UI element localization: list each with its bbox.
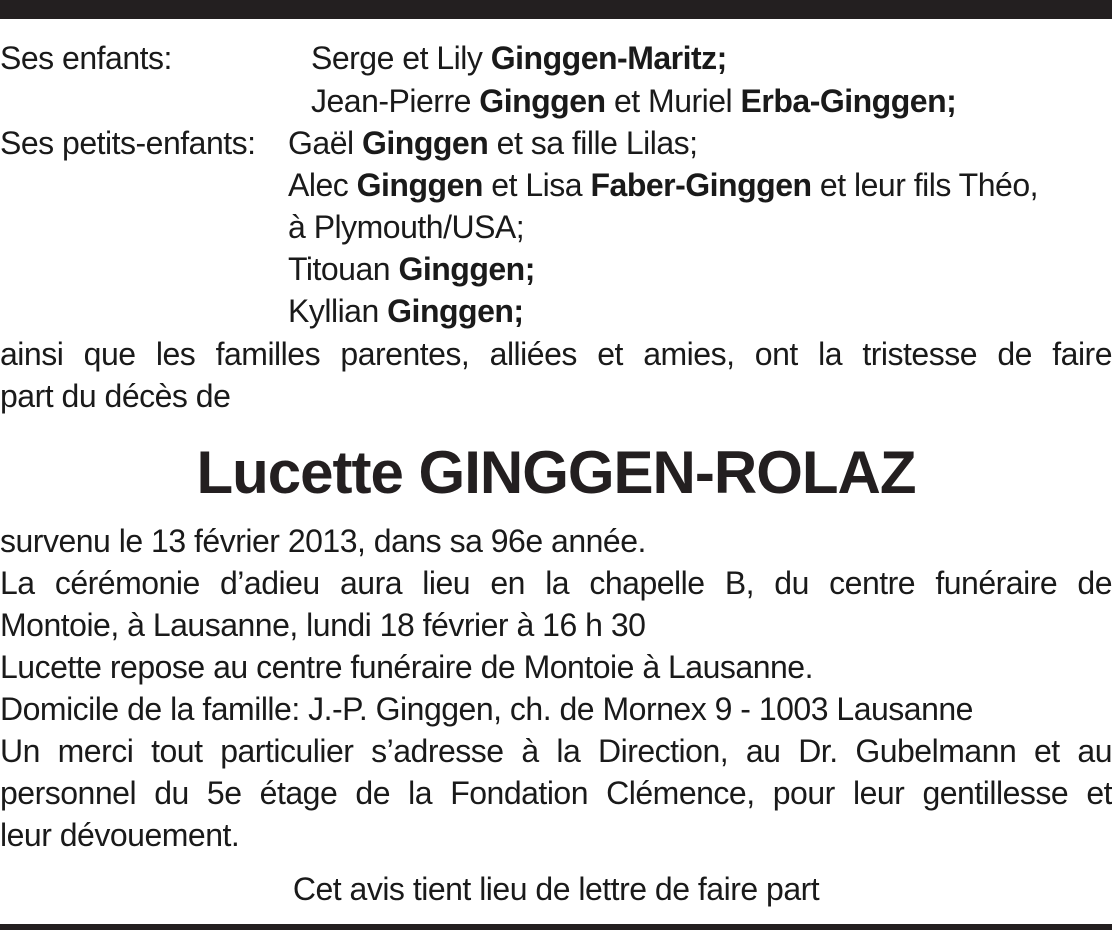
detail-line-7: personnel du 5e étage de la Fondation Clémence, pour leur gentillesse et (0, 775, 1112, 811)
grandchildren-label: Ses petits-enfants: (0, 125, 256, 161)
child-surname: Ginggen-Maritz; (490, 40, 727, 76)
grandchild-surname: Ginggen (356, 167, 483, 203)
child-surname: Ginggen (479, 83, 606, 119)
grandchild-surname: Ginggen (361, 125, 489, 161)
grandchild-line-2: Alec Ginggen et Lisa Faber-Ginggen et leur fils Théo, (288, 167, 1038, 203)
grandchild-line-1: Gaël Ginggen et sa fille Lilas; (288, 125, 698, 161)
child-surname: Erba-Ginggen; (740, 83, 957, 119)
closing-line-1: ainsi que les familles parentes, alliées et amies, ont la tristesse de faire (0, 336, 1112, 372)
deceased-name: Lucette GINGGEN-ROLAZ (196, 439, 916, 506)
detail-line-5: Domicile de la famille: J.-P. Ginggen, ch. de Mornex 9 - 1003 Lausanne (0, 691, 973, 727)
grandchild-line-5: Kyllian Ginggen; (288, 293, 524, 329)
detail-line-8: leur dévouement. (0, 817, 240, 853)
top-rule (0, 0, 1112, 19)
bottom-rule (0, 924, 1112, 930)
detail-line-6: Un merci tout particulier s’adresse à la Direction, au Dr. Gubelmann et au (0, 733, 1112, 769)
detail-line-3: Montoie, à Lausanne, lundi 18 février à 16 h 30 (0, 607, 646, 643)
detail-line-2: La cérémonie d’adieu aura lieu en la chapelle B, du centre funéraire de (0, 565, 1112, 601)
detail-line-4: Lucette repose au centre funéraire de Montoie à Lausanne. (0, 649, 813, 685)
detail-line-1: survenu le 13 février 2013, dans sa 96e année. (0, 523, 646, 559)
children-label: Ses enfants: (0, 40, 172, 76)
grandchild-surname: Ginggen; (398, 251, 535, 287)
grandchild-surname: Faber-Ginggen (590, 167, 812, 203)
grandchild-surname: Ginggen; (387, 293, 524, 329)
grandchild-line-4: Titouan Ginggen; (288, 251, 535, 287)
footer-note: Cet avis tient lieu de lettre de faire part (292, 871, 820, 907)
child-line-1: Serge et Lily Ginggen-Maritz; (311, 40, 727, 76)
child-line-2: Jean-Pierre Ginggen et Muriel Erba-Ginggen; (311, 83, 957, 119)
closing-line-2: part du décès de (0, 378, 231, 414)
grandchild-line-3: à Plymouth/USA; (288, 209, 525, 245)
